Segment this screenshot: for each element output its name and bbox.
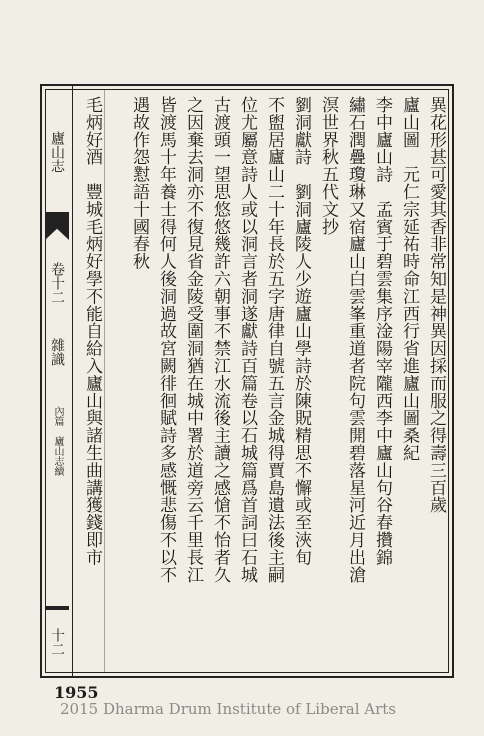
text-column-2: 廬山圖 元仁宗延祐時命江西行省進廬山圖桑紀 — [399, 96, 419, 462]
page-frame — [40, 84, 454, 678]
text-column-7: 不盥居廬山二十年長於五字唐律自號五言金城得賈島遺法後主嗣 — [264, 96, 284, 584]
margin-title: 廬山志 — [49, 131, 65, 173]
footer-watermark: 2015 Dharma Drum Institute of Liberal Arts — [60, 700, 396, 718]
text-column-13: 毛炳好酒 豐城毛炳好學不能自給入廬山與諸生曲講獲錢即市 — [82, 96, 102, 566]
text-column-8: 位尤屬意詩人或以洞言者洞遂獻詩百篇卷以石城篇爲首詞曰石城 — [237, 96, 257, 584]
margin-column — [42, 86, 73, 676]
margin-page: 十二 — [49, 628, 65, 656]
text-column-6: 劉洞獻詩 劉洞廬陵人少遊廬山學詩於陳貺精思不懈或至浹旬 — [291, 96, 311, 566]
column-divider — [104, 90, 105, 672]
text-column-5: 溟世界秋五代文抄 — [318, 96, 338, 236]
page-number: 1955 — [54, 683, 99, 702]
text-column-9: 古渡頭一望思悠悠幾許六朝事不禁江水流後主讀之感愴不怡者久 — [210, 96, 230, 584]
margin-section: 雜識 — [49, 338, 65, 366]
margin-subsection: 內篇 廬山志續 — [52, 406, 63, 476]
text-column-11: 皆渡馬十年養士得何人後洞過故宮闕徘徊賦詩多感慨悲傷不以不 — [156, 96, 176, 584]
text-column-10: 之因棄去洞亦不復見省金陵受圍洞猶在城中署於道旁云千里長江 — [183, 96, 203, 584]
margin-bar — [45, 606, 69, 610]
text-column-1: 異花形甚可愛其香非常知是神異因採而服之得壽三百歲 — [426, 96, 446, 514]
text-column-12: 遇故作怨懟語十國春秋 — [129, 96, 149, 270]
fish-tail-mark — [45, 212, 69, 240]
text-column-4: 繡石潤疊瓊琳又宿廬山白雲峯重道者院句雲開碧落星河近月出滄 — [345, 96, 365, 584]
margin-volume: 卷十二 — [49, 262, 65, 304]
text-column-3: 李中廬山詩 孟賓于碧雲集序淦陽宰隴西李中廬山句谷春攢錦 — [372, 96, 392, 566]
